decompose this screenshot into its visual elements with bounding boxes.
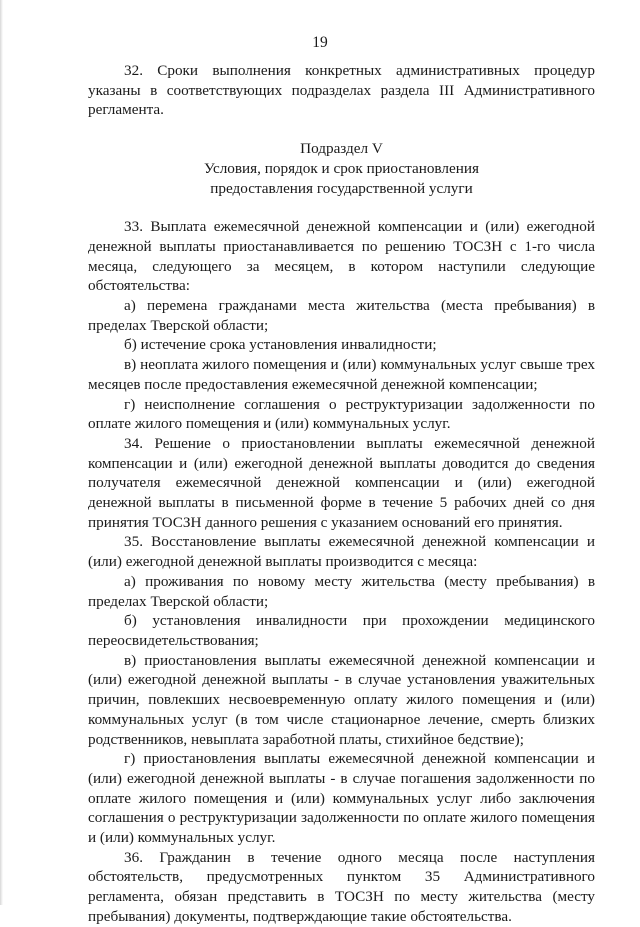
page-edge — [0, 0, 3, 905]
page-number: 19 — [312, 34, 328, 51]
paragraph-32: 32. Сроки выполнения конкретных административных процедур указаны в соответствующих подразделах раздела III Административного регламента. — [88, 62, 595, 119]
subsection-title-line1: Условия, порядок и срок приостановления — [204, 159, 479, 177]
paragraph-33a: а) перемена гражданами места жительства (места пребывания) в пределах Тверской области; — [88, 297, 595, 334]
paragraph-34: 34. Решение о приостановлении выплаты ежемесячной денежной компенсации и (или) ежегодной денежной выплаты доводится до сведения получателя ежемесячной денежной компенсации и (или) ежегодной денежной выплаты в письменной форме в течение 5 рабочих дней со дня принятия ТОСЗН данного решения с указанием оснований его принятия. — [88, 434, 595, 531]
paragraph-35g: г) приостановления выплаты ежемесячной денежной компенсации и (или) ежегодной денежной выплаты - в случае погашения задолженности по оплате жилого помещения и (или) коммунальных услуг либо заключения соглашения о реструктуризации задолженности по оплате жилого помещения и (или) коммунальных услуг. — [88, 750, 595, 847]
paragraph-35v: в) приостановления выплаты ежемесячной денежной компенсации и (или) ежегодной денежной выплаты - в случае установления уважительных причин, повлекших несвоевременную оплату жилого помещения и (или) коммунальных услуг (в том числе стационарное лечение, смерть близких родственников, невыплата заработной платы, стихийное бедствие); — [88, 651, 595, 748]
subsection-heading — [88, 139, 595, 198]
paragraph-35: 35. Восстановление выплаты ежемесячной денежной компенсации и (или) ежегодной денежной выплаты производится с месяца: — [88, 533, 595, 571]
paragraph-36: 36. Гражданин в течение одного месяца после наступления обстоятельств, предусмотренных пунктом 35 Административного регламента, обязан представить в ТОСЗН по месту жительства (месту пребывания) документы, подтверждающие такие обстоятельства. — [88, 848, 595, 925]
paragraph-33b: б) истечение срока установления инвалидности; — [124, 336, 437, 354]
paragraph-35a: а) проживания по новому месту жительства (месту пребывания) в пределах Тверской области; — [88, 572, 595, 610]
paragraph-33: 33. Выплата ежемесячной денежной компенсации и (или) ежегодной денежной выплаты приостанавливается по решению ТОСЗН с 1-го числа месяца, следующего за месяцем, в котором наступили следующие обстоятельства: — [88, 218, 595, 295]
subsection-label: Подраздел V — [300, 140, 383, 158]
paragraph-33g: г) неисполнение соглашения о реструктуризации задолженности по оплате жилого помещения и (или) коммунальных услуг. — [88, 395, 595, 433]
paragraph-35b: б) установления инвалидности при прохождении медицинского переосвидетельствования; — [88, 612, 595, 649]
subsection-title-line2: предоставления государственной услуги — [210, 179, 473, 197]
document-body — [88, 61, 595, 927]
paragraph-33v: в) неоплата жилого помещения и (или) коммунальных услуг свыше трех месяцев после предоставления ежемесячной денежной компенсации; — [88, 356, 595, 393]
